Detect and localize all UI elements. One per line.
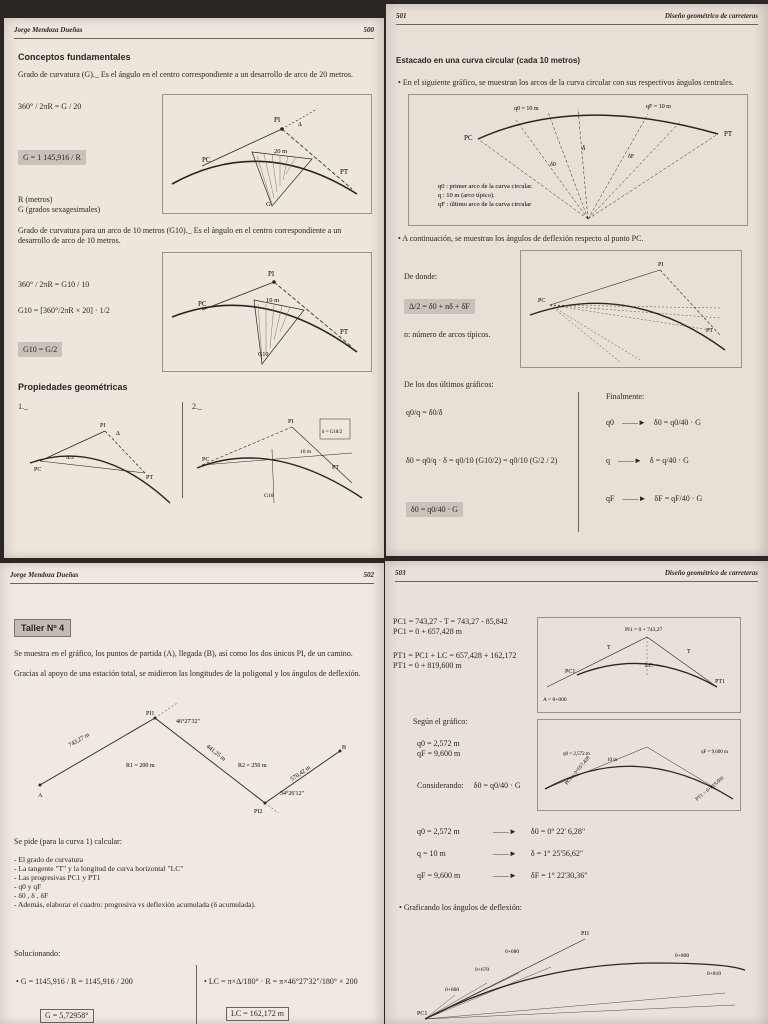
label-g10: G10 bbox=[258, 352, 269, 358]
result-row-2: q ——► δ = q/40 · G bbox=[606, 456, 689, 465]
item-2: 2._ bbox=[192, 402, 202, 411]
equation-4: G10 = [360°/2πR × 20] · 1/2 bbox=[18, 306, 110, 315]
label-delta0: δ0 bbox=[550, 162, 556, 168]
divider bbox=[578, 392, 579, 532]
list-item: - Además, elaborar el cuadro: progresiva vs deflexión acumulada (δ acumulada). bbox=[14, 900, 256, 909]
diagram-poligonal bbox=[30, 703, 360, 813]
legend-q: q : 10 m (arco típico). bbox=[438, 192, 495, 199]
considerando-label: Considerando: bbox=[417, 781, 464, 790]
label-station-670: 0+670 bbox=[475, 967, 490, 973]
diagram-grado-curvatura bbox=[162, 94, 372, 214]
page-502 bbox=[0, 563, 384, 1024]
line-pc1-a: PC1 = 743,27 - T = 743,27 - 85,842 bbox=[393, 617, 508, 626]
result-input: q0 bbox=[606, 418, 614, 427]
row-arc: q = 10 m bbox=[417, 849, 446, 858]
diagram-arcos bbox=[537, 719, 741, 811]
line-pc1-b: PC1 = 0 + 657,428 m bbox=[393, 627, 463, 636]
label-l1: 743,27 m bbox=[68, 732, 91, 749]
label-pc: PC bbox=[202, 156, 211, 164]
label-b: B bbox=[342, 745, 347, 751]
de-donde: De donde: bbox=[404, 272, 438, 281]
label-q0: q0 = 10 m bbox=[514, 106, 539, 112]
line-pt1-b: PT1 = 0 + 819,600 m bbox=[393, 661, 462, 670]
bullet-2: • A continuación, se muestran los ángulos de deflexión respecto al punto PC. bbox=[398, 234, 644, 243]
label-angle-1: 46°27'32" bbox=[176, 719, 200, 725]
label-station-810: 0+810 bbox=[707, 971, 722, 977]
line-pt1-a: PT1 = PC1 + LC = 657,428 + 162,172 bbox=[393, 651, 517, 660]
paragraph-grado: Grado de curvatura (G)._ Es el ángulo en el centro correspondiente a un desarrollo de arco de 20 metros. bbox=[18, 70, 353, 79]
label-pi: PI bbox=[268, 270, 275, 278]
label-t2: T bbox=[687, 649, 691, 655]
page-header bbox=[396, 10, 758, 25]
list-item: - Las progresivas PC1 y PT1 bbox=[14, 873, 101, 882]
label-g: G bbox=[266, 201, 271, 208]
qf-value: qF = 9,600 m bbox=[417, 749, 461, 758]
equation-3: δ0 = q0/q · δ = q0/10 (G10/2) = q0/10 (G/2 / 2) bbox=[406, 456, 558, 465]
list-item-text: La tangente "T" y la longitud de curva horizontal "LC" bbox=[18, 864, 184, 873]
label-qf: qF = 9,600 m bbox=[701, 750, 728, 755]
label-pt: PT bbox=[706, 328, 714, 334]
label-half-delta: Δ/2 bbox=[66, 455, 74, 461]
result-G: G = 5,72958° bbox=[40, 1009, 94, 1023]
deflection-row-2: q = 10 m ——► δ = 1° 25'56,62" bbox=[417, 849, 584, 858]
equation-2: q0/q = δ0/δ bbox=[406, 408, 443, 417]
equation-box-G: G = 1 145,916 / R bbox=[18, 150, 86, 165]
label-a: A = 0+000 bbox=[543, 697, 567, 703]
row-angle: δF = 1° 22'30,36" bbox=[530, 871, 588, 880]
author-name: Jorge Mendoza Dueñas bbox=[14, 26, 83, 34]
label-lc: LC bbox=[645, 663, 653, 669]
label-pi: PI bbox=[100, 423, 106, 429]
label-delta: Δ bbox=[116, 431, 120, 437]
requirements-list bbox=[14, 855, 364, 909]
book-title: Diseño geométrico de carreteras bbox=[664, 569, 758, 577]
label-r2: R2 = 250 m bbox=[238, 763, 267, 769]
se-pide: Se pide (para la curva 1) calcular: bbox=[14, 837, 122, 846]
label-station-680: 0+680 bbox=[505, 949, 520, 955]
label-length: 10 m bbox=[266, 297, 280, 304]
equation-box-G10: G10 = G/2 bbox=[18, 342, 62, 357]
author-name: Jorge Mendoza Dueñas bbox=[10, 571, 79, 579]
label-qf: qF = 10 m bbox=[646, 104, 671, 110]
label-g10: G10 bbox=[264, 493, 274, 499]
legend-r: R (metros) bbox=[18, 195, 53, 204]
label-pc1: PC1 bbox=[565, 669, 576, 675]
row-arc: qF = 9,600 m bbox=[417, 871, 461, 880]
label-deltaf: δF bbox=[628, 154, 635, 160]
label-pc1: PC1 bbox=[417, 1011, 428, 1017]
label-pt1: PT1 = 0+819,600 bbox=[695, 776, 726, 803]
result-row-1: q0 ——► δ0 = q0/40 · G bbox=[606, 418, 701, 427]
label-pi1: PI1 = 0 + 743,27 bbox=[625, 627, 663, 633]
label-delta: Δ bbox=[298, 122, 302, 128]
paragraph-grado-10: Grado de curvatura para un arco de 10 metros (G10)._ Es el ángulo en el centro correspondiente a un desarrollo de arco de 10 metros. bbox=[18, 226, 342, 245]
label-pc: PC bbox=[538, 298, 546, 304]
divider bbox=[182, 402, 183, 498]
page-number: 500 bbox=[363, 26, 374, 34]
list-item-text: Además, elaborar el cuadro: progresiva vs deflexión acumulada (δ acumulada). bbox=[17, 900, 256, 909]
label-pt: PT bbox=[332, 465, 340, 471]
n-definition: n: número de arcos típicos. bbox=[404, 330, 491, 339]
label-pc: PC bbox=[464, 134, 473, 142]
label-pt: PT bbox=[724, 130, 733, 138]
label-pi: PI bbox=[658, 262, 664, 268]
bullet-text: En el siguiente gráfico, se muestran los arcos de la curva circular con sus respectivos ángulos centrales. bbox=[402, 78, 734, 87]
page-header bbox=[10, 569, 374, 584]
label-q0: q0 = 2,572 m bbox=[563, 752, 590, 757]
equation-text: δ0 = q0/40 · G bbox=[473, 781, 521, 790]
list-item: - δ0 , δ , δF bbox=[14, 891, 49, 900]
label-pi1: PI1 bbox=[146, 711, 155, 717]
list-item: - q0 y qF bbox=[14, 882, 42, 891]
section-title: Estacado en una curva circular (cada 10 metros) bbox=[396, 56, 581, 65]
legend-q0: q0 : primer arco de la curva circular. bbox=[438, 183, 533, 190]
item-1: 1._ bbox=[18, 402, 28, 411]
bullet-text: A continuación, se muestran los ángulos de deflexión respecto al punto PC. bbox=[402, 234, 644, 243]
label-l2: 441,25 m bbox=[204, 743, 227, 763]
book-title: Diseño geométrico de carreteras bbox=[664, 12, 758, 20]
page-503 bbox=[385, 561, 768, 1024]
result-Lc: LC = 162,172 m bbox=[226, 1007, 289, 1021]
equation-3: 360° / 2πR = G10 / 10 bbox=[18, 280, 90, 289]
label-pc: PC bbox=[198, 300, 207, 308]
diagram-pc-pt bbox=[537, 617, 741, 713]
row-angle: δ = 1° 25'56,62" bbox=[530, 849, 584, 858]
equation-box-delta: Δ/2 = δ0 + nδ + δF bbox=[404, 299, 475, 314]
label-pt: PT bbox=[146, 475, 154, 481]
section-title: Conceptos fundamentales bbox=[18, 52, 131, 62]
page-number: 503 bbox=[395, 569, 406, 577]
diagram-deflexion-grafico bbox=[415, 923, 745, 1023]
page-number: 502 bbox=[363, 571, 374, 579]
label-a: A bbox=[38, 793, 43, 799]
label-pt1: PT1 bbox=[715, 679, 726, 685]
equation-G: • G = 1145,916 / R = 1145,916 / 200 bbox=[16, 977, 133, 986]
bullet-text: Graficando los ángulos de deflexión: bbox=[403, 903, 522, 912]
page-500 bbox=[4, 18, 384, 558]
list-item: - El grado de curvatura bbox=[14, 855, 84, 864]
label-pc1: PC1 = 0+657,428 bbox=[564, 755, 592, 787]
page-501 bbox=[386, 4, 768, 556]
paragraph-2: Gracias al apoyo de una estación total, se midieron las longitudes de la poligonal y los ángulos de deflexión. bbox=[14, 669, 361, 678]
equation-box-delta0: δ0 = q0/40 · G bbox=[406, 502, 463, 517]
result-output: δF = qF/40 · G bbox=[654, 494, 703, 503]
bullet-graficando: • Graficando los ángulos de deflexión: bbox=[399, 903, 522, 912]
label-station-800: 0+800 bbox=[675, 953, 690, 959]
equation-1: 360° / 2πR = G / 20 bbox=[18, 102, 82, 111]
diagram-deflexion bbox=[520, 250, 742, 368]
bullet-1: • En el siguiente gráfico, se muestran los arcos de la curva circular con sus respectivos ángulos centrales. bbox=[398, 78, 734, 87]
label-pi: PI bbox=[274, 116, 281, 124]
list-item-text: El grado de curvatura bbox=[18, 855, 84, 864]
deflection-row-1: q0 = 2,572 m ——► δ0 = 0° 22' 6,28" bbox=[417, 827, 586, 836]
label-q: 10 m bbox=[607, 758, 618, 763]
list-item-text: Las progresivas PC1 y PT1 bbox=[18, 873, 101, 882]
diagram-grado-10 bbox=[162, 252, 372, 372]
considerando bbox=[417, 781, 521, 791]
label-l3: 570,42 m bbox=[289, 765, 312, 783]
de-los-graficos: De los dos últimos gráficos: bbox=[404, 380, 494, 389]
page-header bbox=[14, 24, 374, 39]
finalmente: Finalmente: bbox=[606, 392, 645, 401]
row-arc: q0 = 2,572 m bbox=[417, 827, 460, 836]
page-number: 501 bbox=[396, 12, 407, 20]
result-output: δ = q/40 · G bbox=[649, 456, 689, 465]
label-length: 10 m bbox=[300, 449, 312, 455]
solucionando: Solucionando: bbox=[14, 949, 61, 958]
taller-title: Taller Nº 4 bbox=[14, 619, 71, 637]
paragraph-1: Se muestra en el gráfico, los puntos de partida (A), llegada (B), así como los dos únicos PI, de un camino. bbox=[14, 649, 353, 658]
segun-grafico: Según el gráfico: bbox=[413, 717, 468, 726]
diagram-propiedad-1 bbox=[20, 413, 178, 508]
equation-text: LC = π×Δ/180° · R = π×46°27'32"/180° × 200 bbox=[208, 977, 358, 986]
label-pi1: PI1 bbox=[581, 931, 590, 937]
page-header bbox=[395, 567, 758, 582]
result-input: qF bbox=[606, 494, 615, 503]
q0-value: q0 = 2,572 m bbox=[417, 739, 460, 748]
row-angle: δ0 = 0° 22' 6,28" bbox=[530, 827, 586, 836]
label-length: 20 m bbox=[274, 148, 288, 155]
diagram-propiedad-2 bbox=[192, 413, 372, 508]
list-item: - La tangente "T" y la longitud de curva horizontal "LC" bbox=[14, 864, 184, 873]
section-title-2: Propiedades geométricas bbox=[18, 382, 128, 392]
equation-text: G = 1145,916 / R = 1145,916 / 200 bbox=[20, 977, 133, 986]
diagram-estacado bbox=[408, 94, 748, 226]
result-input: q bbox=[606, 456, 610, 465]
label-pt: PT bbox=[340, 168, 349, 176]
label-station-660: 0+660 bbox=[445, 987, 460, 993]
deflection-row-3: qF = 9,600 m ——► δF = 1° 22'30,36" bbox=[417, 871, 588, 880]
label-pi2: PI2 bbox=[254, 809, 263, 813]
label-pc: PC bbox=[202, 457, 210, 463]
list-item-text: δ0 , δ , δF bbox=[18, 891, 49, 900]
label-pi: PI bbox=[288, 419, 294, 425]
label-pc: PC bbox=[34, 467, 42, 473]
legend-qf: qF : último arco de la curva circular bbox=[438, 201, 532, 208]
list-item-text: q0 y qF bbox=[18, 882, 42, 891]
result-output: δ0 = q0/40 · G bbox=[653, 418, 701, 427]
label-r1: R1 = 200 m bbox=[126, 763, 155, 769]
label-delta: δ bbox=[582, 144, 586, 152]
legend-g: G (grados sexagesimales) bbox=[18, 205, 101, 214]
label-angle-2: 34°26'12" bbox=[280, 791, 304, 797]
label-t1: T bbox=[607, 645, 611, 651]
equation-Lc: • LC = π×Δ/180° · R = π×46°27'32"/180° × 200 bbox=[204, 977, 358, 986]
divider bbox=[196, 965, 197, 1024]
result-row-3: qF ——► δF = qF/40 · G bbox=[606, 494, 703, 503]
label-delta-g10: δ = G10/2 bbox=[322, 430, 343, 435]
label-pt: PT bbox=[340, 328, 349, 336]
